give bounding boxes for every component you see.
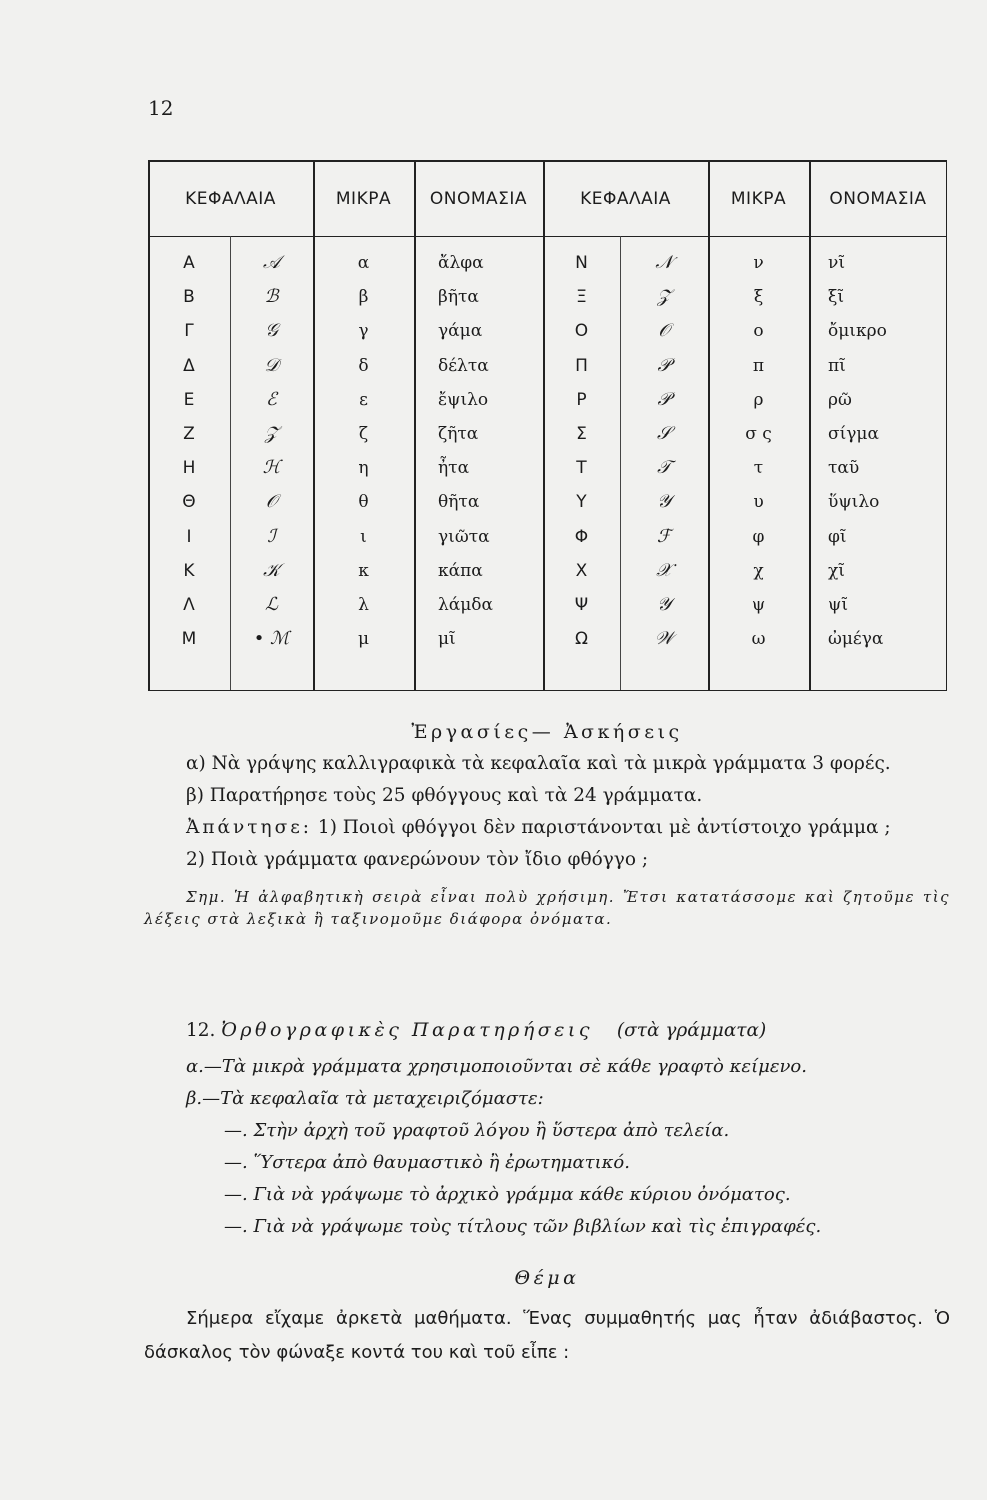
table-cell-right-small: π bbox=[752, 355, 765, 376]
table-cell-right-script: 𝒩 bbox=[655, 252, 673, 273]
table-cell-left-small: ε bbox=[359, 389, 368, 410]
table-cell-right-name: ὄμικρο bbox=[828, 321, 887, 342]
table-cell-right-small: ω bbox=[751, 629, 766, 650]
exercises-heading: Ἐργασίες— Ἀσκήσεις bbox=[411, 721, 683, 743]
exercises-section bbox=[144, 716, 950, 930]
table-cell-right-name: νῖ bbox=[828, 253, 845, 273]
table-cell-left-name: δέλτα bbox=[438, 355, 489, 376]
table-cell-right-cap: Π bbox=[575, 355, 588, 376]
table-cell-left-small: ι bbox=[360, 526, 367, 547]
table-cell-left-name: θῆτα bbox=[438, 492, 480, 513]
table-cell-left-script: ℋ bbox=[262, 457, 281, 479]
table-cell-right-script: 𝒴 bbox=[656, 594, 672, 615]
table-cell-left-script: 𝒟 bbox=[264, 354, 279, 376]
table-cell-right-cap: Φ bbox=[574, 526, 589, 547]
table-cell-left-script: 𝒵 bbox=[264, 423, 279, 444]
table-cell-right-cap: Ρ bbox=[576, 389, 587, 410]
table-cell-right-cap: Ω bbox=[575, 629, 588, 650]
orthography-number: 12. bbox=[186, 1020, 216, 1041]
table-cell-right-small: φ bbox=[752, 526, 765, 547]
table-cell-left-small: γ bbox=[358, 321, 369, 342]
table-cell-left-name: ἄλφα bbox=[438, 253, 484, 273]
orthography-title-suffix: (στὰ γράμματα) bbox=[616, 1020, 767, 1041]
table-cell-left-script: ℰ bbox=[266, 388, 277, 410]
table-cell-left-cap: Β bbox=[183, 287, 195, 308]
table-cell-right-script: ℱ bbox=[656, 525, 672, 547]
note: Σημ. Ἡ ἀλφαβητικὴ σειρὰ εἶναι πολὺ χρήσιμη. Ἔτσι κατατάσσομε καὶ ζητοῦμε τὶς λέξεις στὰ λεξικὰ ἢ ταξινομοῦμε διάφορα ὀνόματα. bbox=[144, 888, 950, 928]
header-names-left: ΟΝΟΜΑΣΙΑ bbox=[429, 189, 528, 209]
table-cell-right-script: 𝒳 bbox=[656, 559, 672, 581]
table-cell-left-cap: Ε bbox=[183, 389, 195, 410]
table-cell-left-small: μ bbox=[357, 629, 370, 650]
table-cell-left-small: β bbox=[358, 287, 369, 308]
table-cell-left-name: γάμα bbox=[438, 321, 483, 342]
header-small-right: ΜΙΚΡΑ bbox=[730, 189, 787, 209]
table-cell-right-cap: Χ bbox=[575, 560, 588, 581]
answer-question-1 bbox=[144, 812, 950, 844]
theme-text: Σήμερα εἴχαμε ἀρκετὰ μαθήματα. Ἕνας συμμαθητής μας ἦταν ἀδιάβαστος. Ὁ δάσκαλος τὸν φώναξε κοντά του καὶ τοῦ εἶπε : bbox=[144, 1308, 950, 1363]
table-cell-right-name: ξῖ bbox=[828, 287, 845, 308]
table-cell-right-cap: Σ bbox=[576, 424, 587, 444]
table-cell-left-script: 𝒪 bbox=[265, 491, 278, 513]
table-cell-left-cap: Η bbox=[182, 458, 196, 479]
table-cell-right-small: ψ bbox=[751, 595, 766, 615]
table-cell-right-cap: Τ bbox=[576, 458, 587, 479]
table-cell-left-script: ℬ bbox=[264, 286, 279, 308]
table-cell-right-small: ξ bbox=[753, 287, 764, 308]
table-cell-right-script: 𝒪 bbox=[658, 320, 670, 342]
table-cell-left-cap: Θ bbox=[182, 492, 196, 513]
table-cell-left-small: α bbox=[357, 253, 370, 273]
table-cell-right-small: σ ς bbox=[745, 424, 772, 444]
header-names-right: ΟΝΟΜΑΣΙΑ bbox=[829, 189, 927, 209]
table-cell-left-name: κάπα bbox=[438, 560, 483, 581]
table-cell-right-name: ὕψιλο bbox=[828, 492, 880, 513]
table-cell-right-script: 𝒫 bbox=[657, 354, 671, 376]
orthography-section bbox=[144, 1014, 950, 1243]
page-number: 12 bbox=[148, 96, 174, 120]
table-cell-left-small: λ bbox=[358, 595, 369, 615]
table-cell-right-small: υ bbox=[753, 492, 764, 513]
header-capitals-left: ΚΕΦΑΛΑΙΑ bbox=[185, 189, 276, 209]
table-cell-right-name: ψῖ bbox=[828, 595, 848, 615]
table-cell-left-cap: Ι bbox=[186, 526, 192, 547]
orthography-item: —. Γιὰ νὰ γράψωμε τοὺς τίτλους τῶν βιβλίων καὶ τὶς ἐπιγραφές. bbox=[224, 1216, 822, 1237]
table-cell-left-cap: Γ bbox=[184, 321, 194, 342]
table-cell-right-cap: Ν bbox=[575, 253, 588, 273]
theme-title: Θέμα bbox=[514, 1267, 580, 1289]
table-cell-left-name: ζῆτα bbox=[438, 424, 479, 444]
table-cell-right-cap: Ξ bbox=[576, 287, 587, 308]
table-cell-right-script: 𝒵 bbox=[657, 286, 671, 308]
header-capitals-right: ΚΕΦΑΛΑΙΑ bbox=[580, 189, 671, 209]
table-cell-right-small: τ bbox=[753, 458, 764, 479]
table-cell-right-name: χῖ bbox=[828, 560, 845, 581]
table-cell-left-cap: Α bbox=[183, 253, 195, 273]
table-cell-left-small: ζ bbox=[358, 424, 369, 444]
table-cell-left-name: ἦτα bbox=[438, 458, 470, 479]
table-cell-left-name: γιῶτα bbox=[438, 526, 490, 547]
table-cell-right-name: φῖ bbox=[828, 526, 847, 547]
table-cell-right-name: ὠμέγα bbox=[828, 629, 884, 650]
orthography-item: —. Ὕστερα ἀπὸ θαυμαστικὸ ἢ ἐρωτηματικό. bbox=[224, 1152, 630, 1173]
table-cell-left-cap: Μ bbox=[181, 629, 197, 650]
table-cell-left-script: ℐ bbox=[267, 525, 276, 547]
table-cell-right-cap: Υ bbox=[576, 492, 587, 513]
table-cell-left-name: ἔψιλο bbox=[438, 389, 489, 410]
exercise-a: α) Νὰ γράψης καλλιγραφικὰ τὰ κεφαλαῖα καὶ τὰ μικρὰ γράμματα 3 φορές. bbox=[186, 753, 891, 774]
table-cell-right-script: 𝒯 bbox=[657, 457, 671, 479]
orthography-item: —. Γιὰ νὰ γράψωμε τὸ ἀρχικὸ γράμμα κάθε κύριου ὀνόματος. bbox=[224, 1184, 791, 1205]
orthography-b: β.—Τὰ κεφαλαῖα τὰ μεταχειριζόμαστε: bbox=[186, 1088, 544, 1109]
table-cell-left-cap: Ζ bbox=[183, 424, 195, 444]
table-cell-left-script: ℒ bbox=[265, 594, 278, 615]
table-cell-left-cap: Κ bbox=[183, 560, 195, 581]
table-cell-right-small: χ bbox=[753, 560, 764, 581]
table-cell-left-cap: Λ bbox=[183, 595, 195, 615]
table-cell-right-script: 𝒴 bbox=[656, 491, 672, 513]
table-cell-right-small: ο bbox=[753, 321, 764, 342]
answer-1-text: 1) Ποιοὶ φθόγγοι δὲν παριστάνονται μὲ ἀντίστοιχο γράμμα ; bbox=[317, 817, 891, 838]
alphabet-table bbox=[148, 160, 947, 691]
theme-section bbox=[144, 1262, 950, 1370]
table-cell-right-script: 𝒲 bbox=[654, 628, 674, 650]
table-cell-right-small: ρ bbox=[753, 389, 764, 410]
orthography-a: α.—Τὰ μικρὰ γράμματα χρησιμοποιοῦνται σὲ κάθε γραφτὸ κείμενο. bbox=[186, 1056, 807, 1077]
table-cell-right-name: ταῦ bbox=[828, 458, 860, 479]
table-cell-left-name: λάμδα bbox=[438, 595, 494, 615]
orthography-title: Ὀρθογραφικὲς Παρατηρήσεις bbox=[221, 1019, 593, 1041]
exercise-b: β) Παρατήρησε τοὺς 25 φθόγγους καὶ τὰ 24 γράμματα. bbox=[186, 785, 703, 806]
table-cell-right-cap: Ψ bbox=[574, 595, 589, 615]
table-cell-left-script: 𝒜 bbox=[262, 252, 281, 273]
orthography-item: —. Στὴν ἀρχὴ τοῦ γραφτοῦ λόγου ἢ ὕστερα ἀπὸ τελεία. bbox=[224, 1120, 730, 1141]
table-cell-left-name: βῆτα bbox=[438, 287, 479, 308]
answer-label: Ἀπάντησε: bbox=[186, 817, 313, 838]
table-cell-right-name: ρῶ bbox=[828, 389, 852, 410]
table-cell-left-small: η bbox=[358, 458, 369, 479]
table-cell-right-cap: Ο bbox=[574, 321, 589, 342]
table-cell-right-script: 𝒫 bbox=[657, 388, 671, 410]
table-cell-left-small: θ bbox=[358, 492, 369, 513]
table-cell-right-small: ν bbox=[753, 253, 764, 273]
table-cell-left-small: δ bbox=[358, 355, 369, 376]
answer-question-2: 2) Ποιὰ γράμματα φανερώνουν τὸν ἴδιο φθόγγο ; bbox=[186, 849, 649, 870]
table-cell-left-name: μῖ bbox=[438, 629, 456, 650]
table-cell-left-script: 𝒢 bbox=[265, 320, 278, 342]
table-cell-right-name: πῖ bbox=[828, 355, 846, 376]
table-cell-right-name: σίγμα bbox=[828, 424, 879, 444]
table-cell-left-small: κ bbox=[358, 560, 369, 581]
header-small-left: ΜΙΚΡΑ bbox=[335, 189, 392, 209]
table-cell-left-script: 𝒦 bbox=[263, 559, 280, 581]
table-cell-left-script: • ℳ bbox=[253, 628, 290, 650]
table-cell-right-script: 𝒮 bbox=[657, 423, 671, 444]
orthography-title-line bbox=[144, 1014, 950, 1047]
table-cell-left-cap: Δ bbox=[183, 355, 195, 376]
